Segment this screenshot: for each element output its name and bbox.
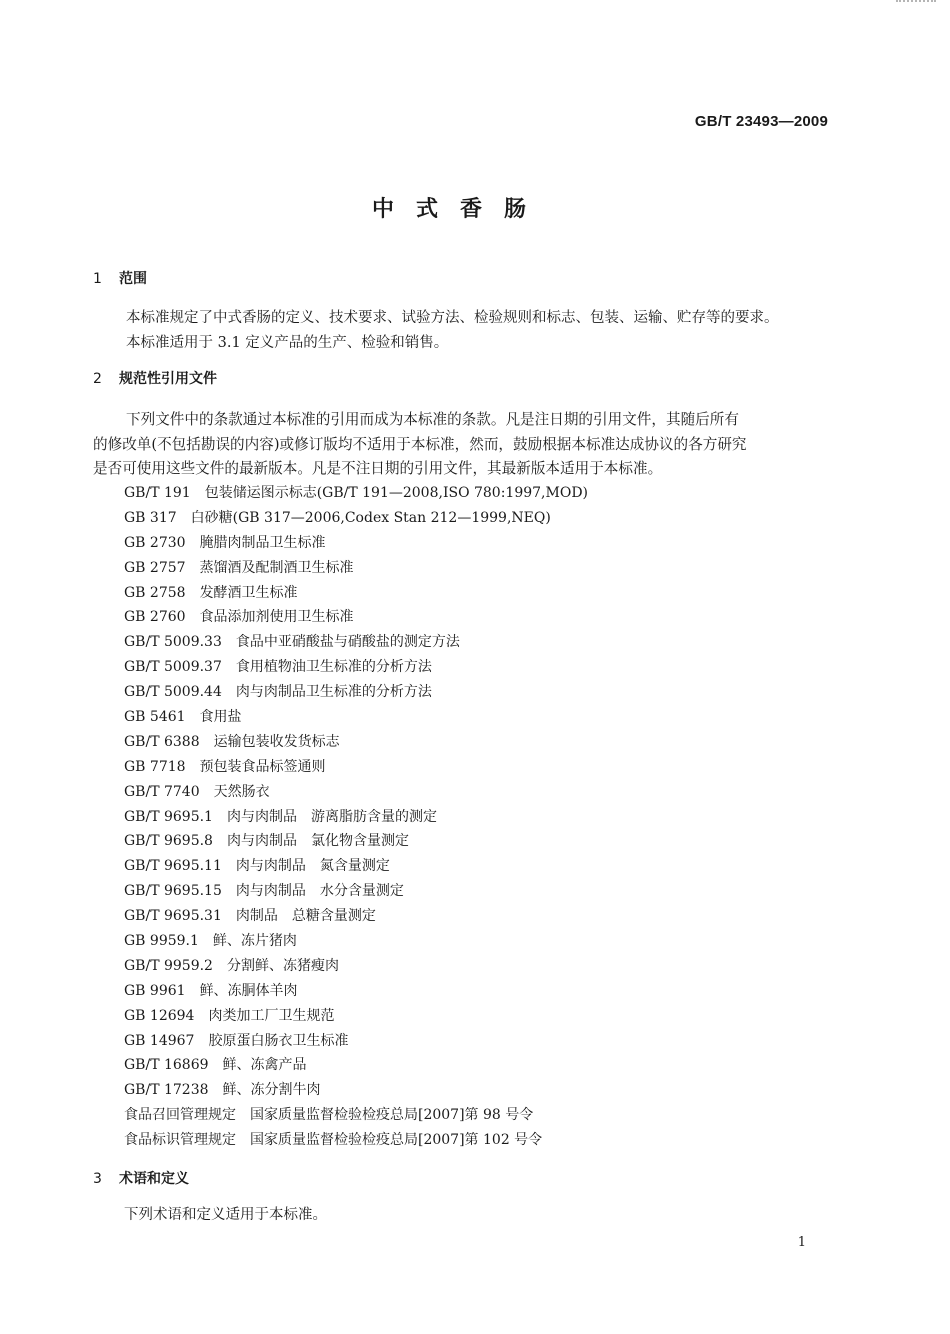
- reference-code: GB 2758: [124, 584, 186, 601]
- page-number: 1: [797, 1235, 806, 1250]
- page-title: 中式香肠: [371, 197, 548, 222]
- reference-title: 食品添加剂使用卫生标准: [199, 609, 354, 626]
- reference-title: 鲜、冻禽产品: [222, 1057, 307, 1074]
- reference-item: [124, 655, 588, 680]
- reference-code: GB/T 5009.37: [124, 659, 222, 676]
- reference-code: GB/T 9695.1: [124, 808, 213, 825]
- reference-code: GB/T 9695.11: [124, 858, 222, 875]
- reference-item: [124, 730, 588, 755]
- reference-code: GB 2760: [124, 609, 186, 626]
- reference-code: 食品召回管理规定: [124, 1107, 236, 1124]
- section-title: 规范性引用文件: [119, 371, 217, 387]
- reference-item: [124, 904, 588, 929]
- reference-title: 食用植物油卫生标准的分析方法: [235, 659, 432, 676]
- reference-title: 腌腊肉制品卫生标准: [199, 534, 326, 551]
- reference-title: 蒸馏酒及配制酒卫生标准: [199, 559, 354, 576]
- standard-code: GB/T 23493—2009: [694, 113, 828, 130]
- section-title: 范围: [119, 271, 147, 287]
- section-title: 术语和定义: [119, 1171, 189, 1187]
- reference-item: [124, 805, 588, 830]
- reference-item: [124, 854, 588, 879]
- reference-item: [124, 879, 588, 904]
- reference-title: 胶原蛋白肠衣卫生标准: [208, 1032, 349, 1049]
- reference-code: GB/T 9695.8: [124, 833, 213, 850]
- reference-item: [124, 979, 588, 1004]
- reference-title: 运输包装收发货标志: [213, 733, 340, 750]
- section-number: 2: [93, 371, 102, 387]
- reference-title: 肉与肉制品 游离脂肪含量的测定: [226, 808, 437, 825]
- reference-item: [124, 630, 588, 655]
- reference-item: [124, 954, 588, 979]
- section-1-heading: [93, 268, 147, 288]
- reference-title: 分割鲜、冻猪瘦肉: [226, 957, 339, 974]
- reference-code: GB 2730: [124, 534, 186, 551]
- normative-intro-line-3: 是否可使用这些文件的最新版本。凡是不注日期的引用文件，其最新版本适用于本标准。: [93, 460, 663, 477]
- reference-title: 食用盐: [199, 709, 242, 726]
- reference-title: 鲜、冻胴体羊肉: [199, 982, 298, 999]
- reference-title: 肉与肉制品 氯化物含量测定: [226, 833, 409, 850]
- reference-title: 肉类加工厂卫生规范: [208, 1007, 335, 1024]
- reference-code: GB 14967: [124, 1032, 195, 1049]
- reference-item: [124, 829, 588, 854]
- reference-item: [124, 1128, 588, 1153]
- reference-title: 天然肠衣: [213, 783, 270, 800]
- reference-code: 食品标识管理规定: [124, 1132, 236, 1149]
- reference-item: [124, 481, 588, 506]
- reference-item: [124, 556, 588, 581]
- reference-code: GB/T 6388: [124, 733, 200, 750]
- reference-code: GB/T 9695.31: [124, 908, 222, 925]
- reference-code: GB/T 191: [124, 485, 191, 501]
- reference-item: [124, 780, 588, 805]
- reference-code: GB/T 5009.44: [124, 684, 222, 701]
- reference-code: GB 5461: [124, 709, 186, 726]
- reference-list: [124, 481, 588, 1153]
- normative-intro-line-1: 下列文件中的条款通过本标准的引用而成为本标准的条款。凡是注日期的引用文件，其随后所有: [126, 411, 739, 428]
- reference-code: GB/T 7740: [124, 783, 200, 800]
- reference-title: 肉与肉制品卫生标准的分析方法: [235, 684, 432, 701]
- reference-item: [124, 605, 588, 630]
- section-number: 3: [93, 1171, 102, 1187]
- section-2-heading: [93, 368, 217, 388]
- reference-title: 白砂糖(GB 317—2006,Codex Stan 212—1999,NEQ): [190, 509, 551, 526]
- reference-title: 鲜、冻分割牛肉: [222, 1082, 321, 1099]
- reference-title: 食品中亚硝酸盐与硝酸盐的测定方法: [235, 634, 460, 651]
- section-number: 1: [93, 271, 102, 287]
- reference-title: 预包装食品标签通则: [199, 758, 326, 775]
- reference-item: [124, 1103, 588, 1128]
- reference-item: [124, 531, 588, 556]
- section-3-heading: [93, 1168, 189, 1188]
- reference-title: 鲜、冻片猪肉: [212, 933, 297, 950]
- reference-title: 发酵酒卫生标准: [199, 584, 298, 601]
- reference-code: GB 12694: [124, 1007, 195, 1024]
- reference-title: 国家质量监督检验检疫总局[2007]第 98 号令: [250, 1107, 534, 1124]
- reference-code: GB/T 9695.15: [124, 883, 222, 900]
- scope-paragraph-2: 本标准适用于 3.1 定义产品的生产、检验和销售。: [126, 335, 449, 351]
- reference-code: GB/T 5009.33: [124, 634, 222, 651]
- reference-code: GB/T 17238: [124, 1082, 209, 1099]
- reference-item: [124, 581, 588, 606]
- scope-paragraph-1: 本标准规定了中式香肠的定义、技术要求、试验方法、检验规则和标志、包装、运输、贮存等的要求。: [126, 310, 779, 326]
- reference-item: [124, 929, 588, 954]
- reference-item: [124, 705, 588, 730]
- reference-item: [124, 506, 588, 531]
- normative-intro-line-2: 的修改单(不包括勘误的内容)或修订版均不适用于本标准，然而，鼓励根据本标准达成协议的各方研究: [93, 436, 747, 453]
- reference-item: [124, 1078, 588, 1103]
- reference-item: [124, 1029, 588, 1054]
- reference-code: GB/T 16869: [124, 1057, 209, 1074]
- reference-item: [124, 1004, 588, 1029]
- reference-code: GB/T 9959.2: [124, 957, 213, 974]
- terms-paragraph-1: 下列术语和定义适用于本标准。: [124, 1207, 327, 1223]
- scan-corner-mark: [896, 0, 936, 5]
- reference-title: 肉与肉制品 水分含量测定: [235, 883, 404, 900]
- reference-code: GB 317: [124, 509, 177, 526]
- reference-code: GB 2757: [124, 559, 186, 576]
- reference-title: 肉制品 总糖含量测定: [235, 908, 376, 925]
- reference-title: 国家质量监督检验检疫总局[2007]第 102 号令: [250, 1132, 543, 1149]
- reference-item: [124, 1053, 588, 1078]
- reference-item: [124, 680, 588, 705]
- reference-title: 肉与肉制品 氮含量测定: [235, 858, 390, 875]
- reference-item: [124, 755, 588, 780]
- reference-code: GB 9959.1: [124, 933, 199, 950]
- reference-title: 包装储运图示标志(GB/T 191—2008,ISO 780:1997,MOD): [204, 485, 589, 501]
- reference-code: GB 7718: [124, 758, 186, 775]
- reference-code: GB 9961: [124, 982, 186, 999]
